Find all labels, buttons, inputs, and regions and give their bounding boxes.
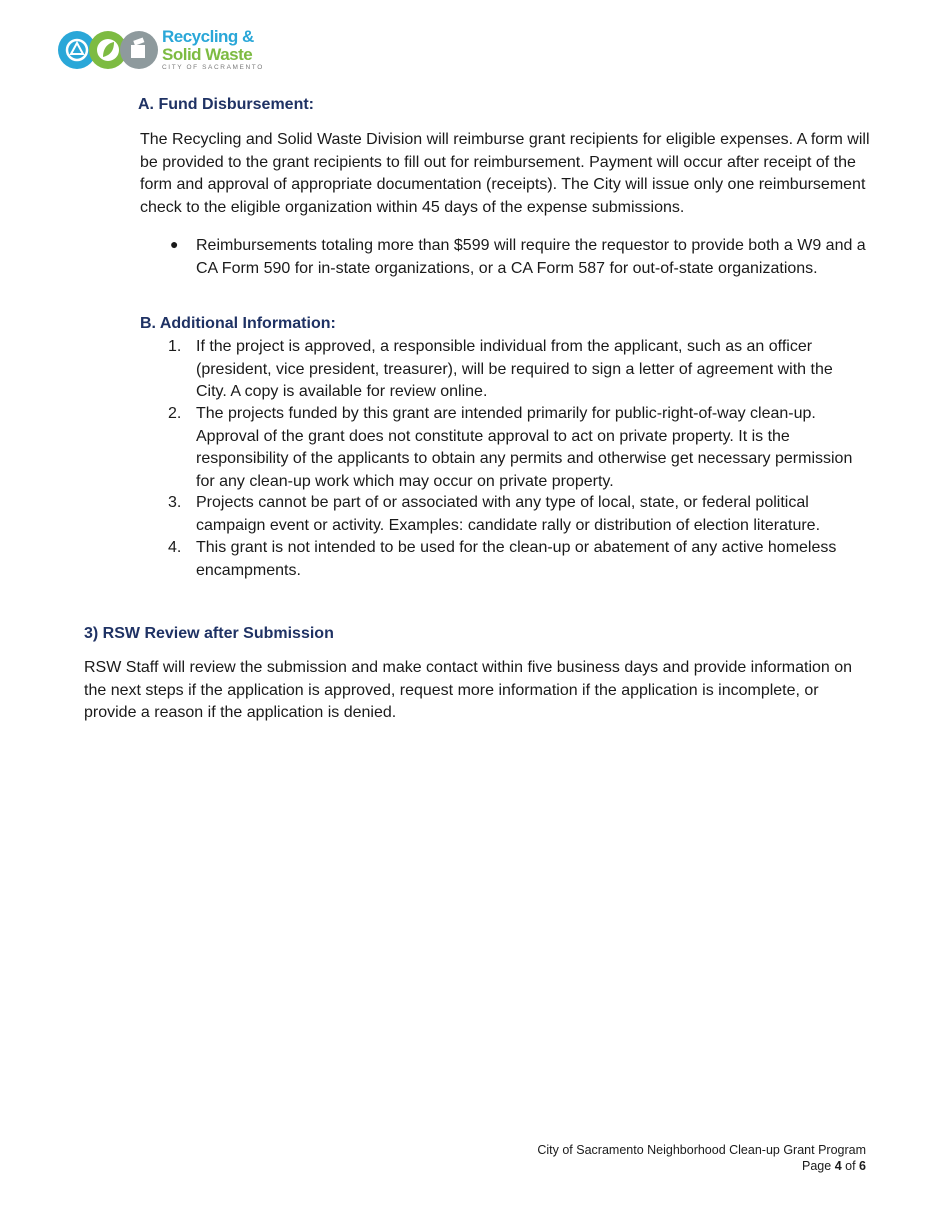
list-item: This grant is not intended to be used for the clean-up or abatement of any active homeless encampments. [196,539,837,579]
page-number [537,1158,866,1174]
bullet-icon: ● [170,236,179,252]
logo-subtitle: CITY OF SACRAMENTO [162,64,264,71]
list-item: If the project is approved, a responsible individual from the applicant, such as an officer (president, vice president, treasurer), will be required to sign a letter of agreement with the City. A copy is available for review online. [196,338,833,400]
footer-program-name: City of Sacramento Neighborhood Clean-up Grant Program [537,1143,866,1157]
page-current: 4 [834,1159,842,1173]
reimbursement-bullet-item: Reimbursements totaling more than $599 will require the requestor to provide both a W9 and a CA Form 590 for in-state organizations, or a CA Form 587 for out-of-state organizations. [196,237,866,277]
logo-circles-icon [56,28,160,74]
list-item: Projects cannot be part of or associated with any type of local, state, or federal political campaign event or activity. Examples: candidate rally or distribution of election literature. [196,494,821,534]
page-total: 6 [859,1159,866,1173]
rsw-review-paragraph: RSW Staff will review the submission and make contact within five business days and provide information on the next steps if the application is approved, request more information if the application is incomplete, or provide a reason if the application is denied. [84,659,853,721]
list-item-number: 1. [168,338,182,355]
page-footer [537,1142,866,1174]
list-item-number: 4. [168,539,182,556]
logo-title-line2: Solid Waste [162,45,253,64]
page-of: of [845,1159,856,1173]
list-item: The projects funded by this grant are intended primarily for public-right-of-way clean-up. Approval of the grant does not constitute approval to act on private property. It is the responsibility of the applicants to obtain any permits and otherwise get necessary permission for any clean-up work which may occur on private property. [196,405,853,490]
recycling-solid-waste-logo [56,28,276,74]
page-prefix: Page [802,1159,832,1173]
rsw-review-heading: 3) RSW Review after Submission [84,625,334,642]
logo-title-line1: Recycling & [162,27,254,46]
list-item-number: 2. [168,405,182,422]
fund-disbursement-paragraph: The Recycling and Solid Waste Division will reimburse grant recipients for eligible expenses. A form will be provided to the grant recipients to fill out for reimbursement. Payment will occur after receipt of the form and approval of appropriate documentation (receipts). The City will issue only one reimbursement check to the eligible organization within 45 days of the expense submissions. [140,131,870,216]
list-item-number: 3. [168,494,182,511]
additional-information-heading: B. Additional Information: [140,315,336,332]
fund-disbursement-heading: A. Fund Disbursement: [138,96,315,113]
